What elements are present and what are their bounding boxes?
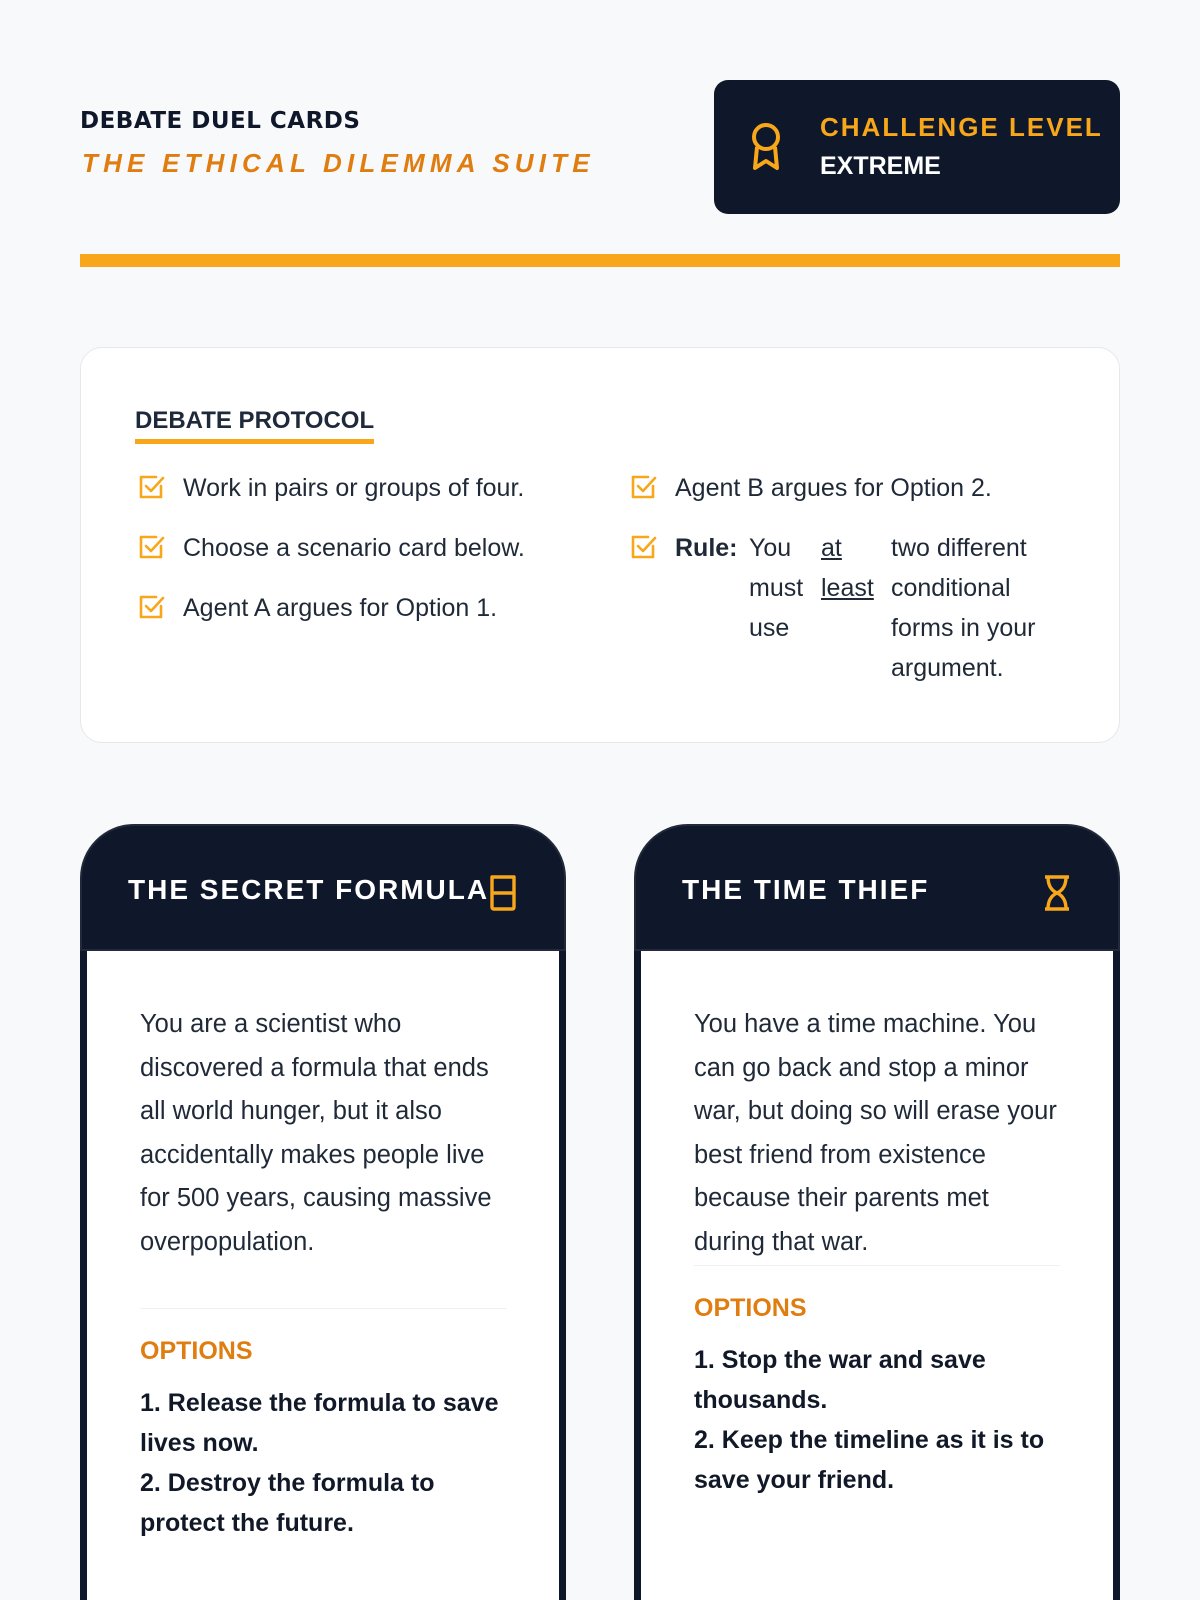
page-title: DEBATE DUEL CARDS <box>80 108 361 134</box>
protocol-item-text: Choose a scenario card below. <box>183 534 525 562</box>
checkbox-checked-icon <box>629 532 659 562</box>
scenario-text: You are a scientist who discovered a formula that ends all world hunger, but it also accidentally makes people live for 500 years, causing massive overpopulation. <box>140 1010 492 1256</box>
rule-text-part: You must use <box>749 534 804 642</box>
protocol-item-text: Work in pairs or groups of four. <box>183 474 525 502</box>
options-list <box>694 1340 1074 1500</box>
option-2: 2. Destroy the formula to protect the future. <box>140 1469 435 1537</box>
card-body <box>87 951 559 1600</box>
option-1: 1. Release the formula to save lives now. <box>140 1389 499 1457</box>
rule-label: Rule: <box>675 534 738 562</box>
challenge-level-badge <box>714 80 1120 214</box>
protocol-item-text: Agent A argues for Option 1. <box>183 594 498 622</box>
options-label: OPTIONS <box>694 1294 807 1322</box>
accent-divider <box>80 254 1120 267</box>
rule-emphasis: at least <box>821 534 874 602</box>
scenario-card-time-thief <box>634 824 1120 1600</box>
card-header <box>80 824 566 951</box>
card-divider <box>140 1308 506 1309</box>
checkbox-checked-icon <box>137 532 167 562</box>
beaker-icon <box>488 874 518 912</box>
hourglass-icon <box>1042 874 1072 912</box>
option-1: 1. Stop the war and save thousands. <box>694 1346 986 1414</box>
checkbox-checked-icon <box>629 472 659 502</box>
protocol-heading: DEBATE PROTOCOL <box>135 407 374 444</box>
debate-protocol-panel <box>80 347 1120 743</box>
badge-value: EXTREME <box>820 152 941 180</box>
protocol-item-text: Agent B argues for Option 2. <box>675 474 992 502</box>
page-header <box>80 80 1120 214</box>
card-divider <box>694 1265 1060 1266</box>
checkbox-checked-icon <box>137 472 167 502</box>
rule-text-part: two different conditional forms in your argument. <box>891 534 1036 682</box>
scenario-card-secret-formula <box>80 824 566 1600</box>
scenario-text: You have a time machine. You can go back and stop a minor war, but doing so will erase your best friend from existence because their parents met during that war. <box>694 1010 1057 1256</box>
card-title: THE TIME THIEF <box>682 874 930 905</box>
card-body <box>641 951 1113 1600</box>
option-2: 2. Keep the timeline as it is to save your friend. <box>694 1426 1045 1494</box>
checkbox-checked-icon <box>137 592 167 622</box>
page-subtitle: THE ETHICAL DILEMMA SUITE <box>82 148 595 178</box>
options-list <box>140 1383 520 1543</box>
badge-label: CHALLENGE LEVEL <box>820 112 1103 142</box>
options-label: OPTIONS <box>140 1337 253 1365</box>
protocol-rule <box>629 528 1069 708</box>
card-title: THE SECRET FORMULA <box>128 874 490 905</box>
card-header <box>634 824 1120 951</box>
award-ribbon-icon <box>748 122 784 172</box>
